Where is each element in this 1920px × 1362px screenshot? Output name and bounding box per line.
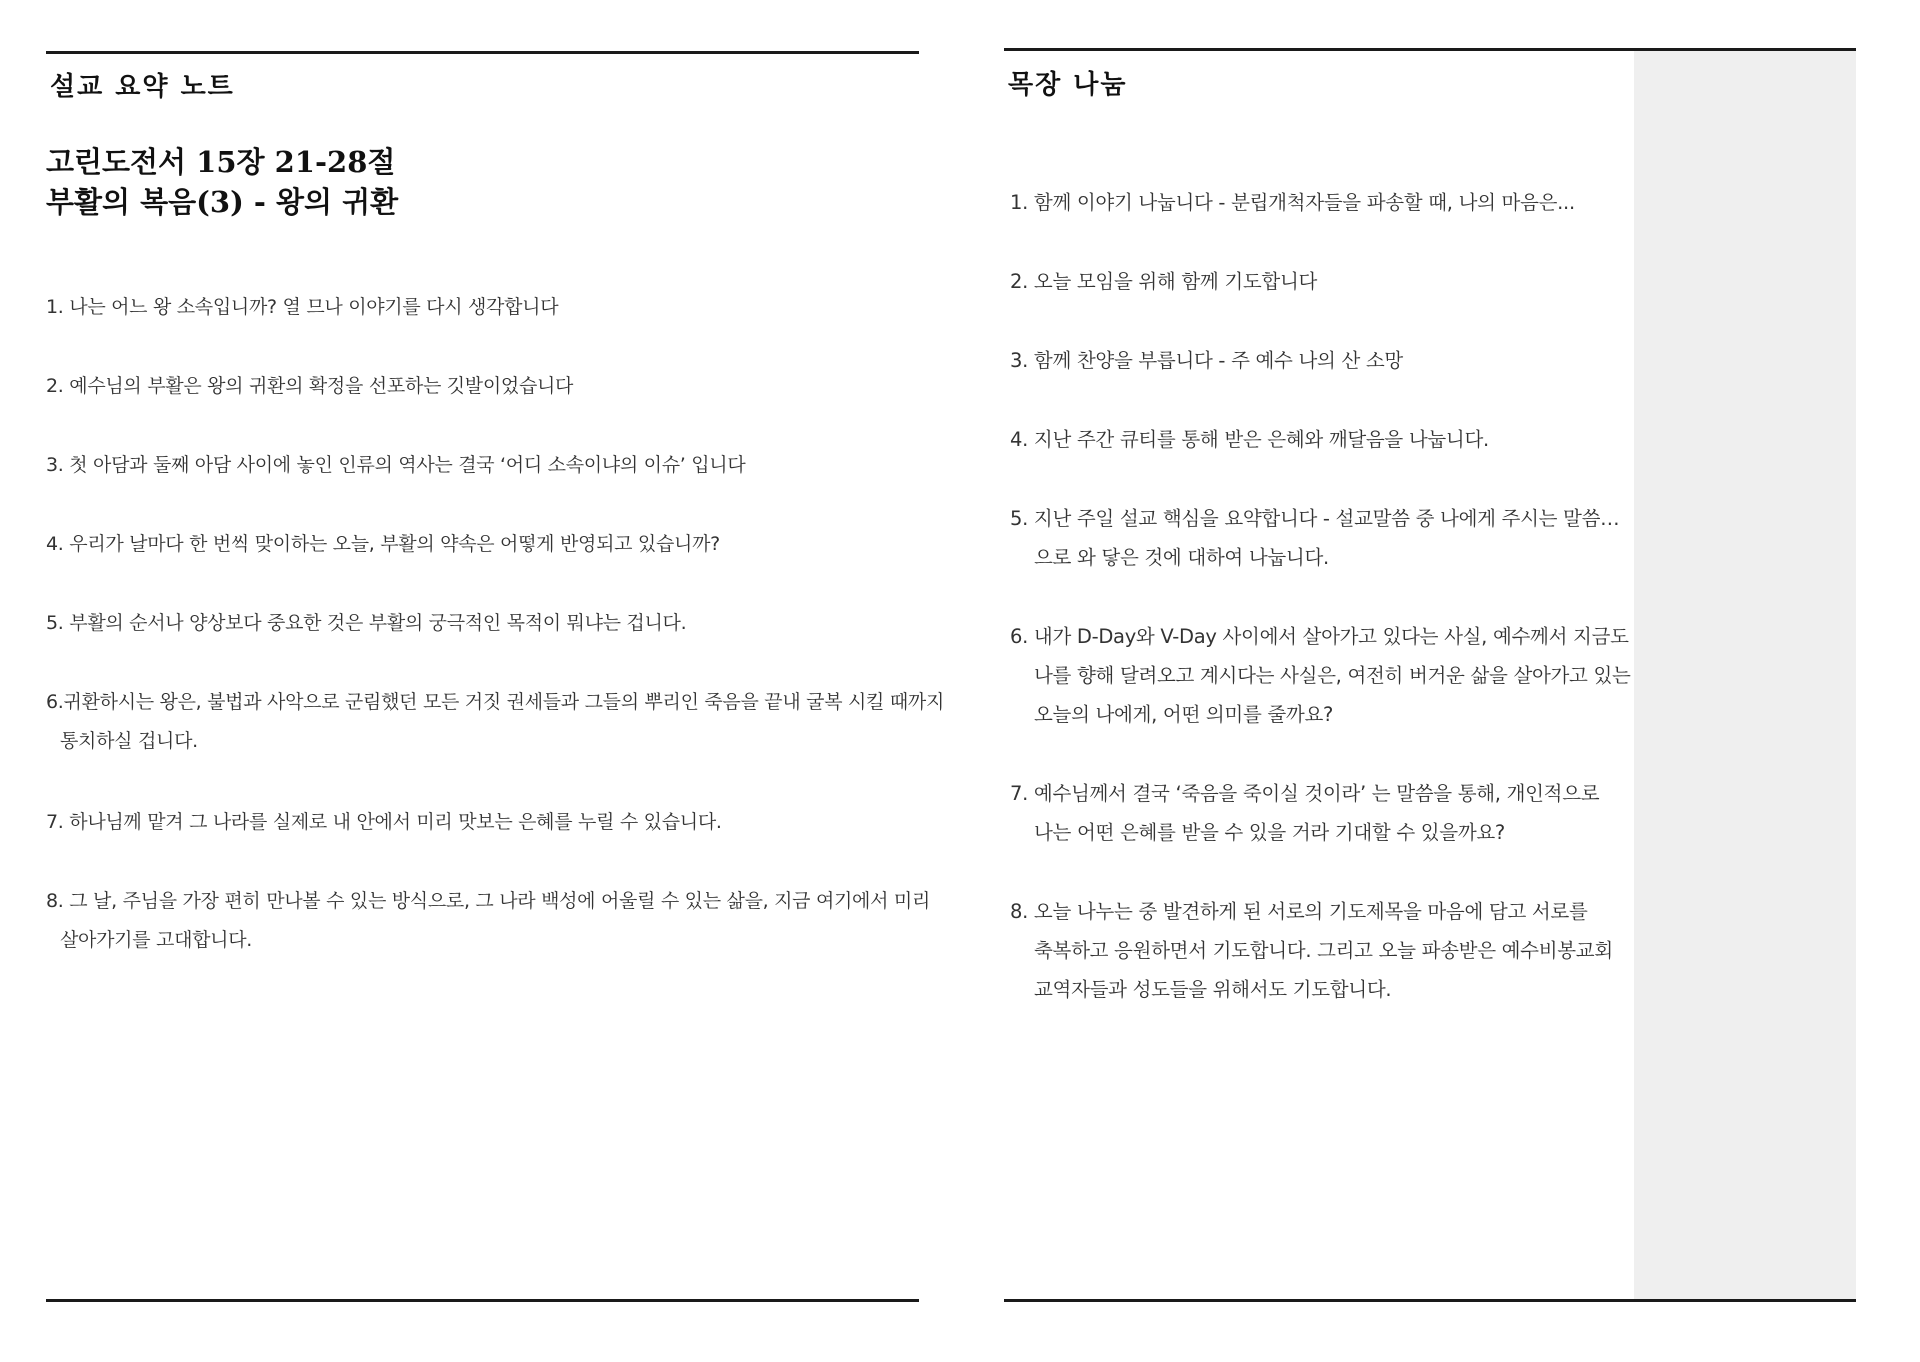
item-text: 1. 함께 이야기 나눕니다 - 분립개척자들을 파송할 때, 나의 마음은... xyxy=(1010,191,1575,214)
list-item xyxy=(46,367,906,406)
bottom-rule xyxy=(46,1299,919,1302)
section-heading: 설교 요약 노트 xyxy=(50,72,235,102)
bottom-rule xyxy=(1004,1299,1856,1302)
item-text: 7. 예수님께서 결국 ‘죽음을 죽이실 것이라’ 는 말씀을 통해, 개인적으로 xyxy=(1010,782,1600,805)
item-text-continued: 오늘의 나에게, 어떤 의미를 줄까요? xyxy=(1034,703,1334,726)
list-item xyxy=(46,604,906,643)
list-item xyxy=(1010,420,1630,459)
list-item xyxy=(1010,892,1630,1009)
item-text: 1. 나는 어느 왕 소속입니까? 열 므나 이야기를 다시 생각합니다 xyxy=(46,296,559,318)
sermon-subtitle: 부활의 복음(3) - 왕의 귀환 xyxy=(46,185,399,219)
item-text-continued: 나를 향해 달려오고 계시다는 사실은, 여전히 버거운 삶을 살아가고 있는 xyxy=(1034,664,1631,687)
item-text-continued: 나는 어떤 은혜를 받을 수 있을 거라 기대할 수 있을까요? xyxy=(1034,821,1505,844)
item-text: 8. 오늘 나누는 중 발견하게 된 서로의 기도제목을 마음에 담고 서로를 xyxy=(1010,900,1588,923)
item-text: 4. 지난 주간 큐티를 통해 받은 은혜와 깨달음을 나눕니다. xyxy=(1010,428,1489,451)
list-item xyxy=(1010,262,1630,301)
list-item xyxy=(1010,774,1630,852)
section-heading: 목장 나눔 xyxy=(1008,70,1128,100)
margin-column xyxy=(1634,49,1856,1300)
list-item xyxy=(46,882,931,960)
list-item xyxy=(46,446,906,485)
item-text-continued: 축복하고 응원하면서 기도합니다. 그리고 오늘 파송받은 예수비봉교회 xyxy=(1034,939,1613,962)
item-text: 2. 예수님의 부활은 왕의 귀환의 확정을 선포하는 깃발이었습니다 xyxy=(46,375,574,397)
item-text: 6.귀환하시는 왕은, 불법과 사악으로 군림했던 모든 거짓 권세들과 그들의 뿌리인 죽음을 끝내 굴복 시킬 때까지 xyxy=(46,691,944,713)
item-text-continued: 으로 와 닿은 것에 대하여 나눕니다. xyxy=(1034,546,1329,569)
list-item xyxy=(1010,341,1630,380)
item-text-continued: 교역자들과 성도들을 위해서도 기도합니다. xyxy=(1034,978,1392,1001)
item-text: 7. 하나님께 맡겨 그 나라를 실제로 내 안에서 미리 맛보는 은혜를 누릴 수 있습니다. xyxy=(46,811,722,833)
sermon-points-list xyxy=(46,288,944,1002)
sharing-questions-list xyxy=(1010,183,1630,1049)
list-item xyxy=(46,525,906,564)
item-text: 3. 함께 찬양을 부릅니다 - 주 예수 나의 산 소망 xyxy=(1010,349,1403,372)
item-text-continued: 살아가기를 고대합니다. xyxy=(60,929,253,951)
top-rule xyxy=(1004,48,1856,51)
item-text: 4. 우리가 날마다 한 번씩 맞이하는 오늘, 부활의 약속은 어떻게 반영되고 있습니까? xyxy=(46,533,720,555)
scripture-reference: 고린도전서 15장 21-28절 xyxy=(46,145,396,179)
list-item xyxy=(46,683,944,761)
item-text-continued: 통치하실 겁니다. xyxy=(60,730,198,752)
item-text: 5. 부활의 순서나 양상보다 중요한 것은 부활의 궁극적인 목적이 뭐냐는 겁니다. xyxy=(46,612,687,634)
list-item xyxy=(46,803,906,842)
sermon-title xyxy=(46,142,398,222)
top-rule xyxy=(46,51,919,54)
list-item xyxy=(1010,499,1630,577)
item-text: 2. 오늘 모임을 위해 함께 기도합니다 xyxy=(1010,270,1318,293)
list-item xyxy=(1010,617,1630,734)
item-text: 3. 첫 아담과 둘째 아담 사이에 놓인 인류의 역사는 결국 ‘어디 소속이냐의 이슈’ 입니다 xyxy=(46,454,746,476)
item-text: 8. 그 날, 주님을 가장 편히 만나볼 수 있는 방식으로, 그 나라 백성에 어울릴 수 있는 삶을, 지금 여기에서 미리 xyxy=(46,890,931,912)
list-item xyxy=(1010,183,1630,222)
list-item xyxy=(46,288,906,327)
item-text: 6. 내가 D-Day와 V-Day 사이에서 살아가고 있다는 사실, 예수께서 지금도 xyxy=(1010,625,1629,648)
item-text: 5. 지난 주일 설교 핵심을 요약합니다 - 설교말씀 중 나에게 주시는 말씀… xyxy=(1010,507,1620,530)
